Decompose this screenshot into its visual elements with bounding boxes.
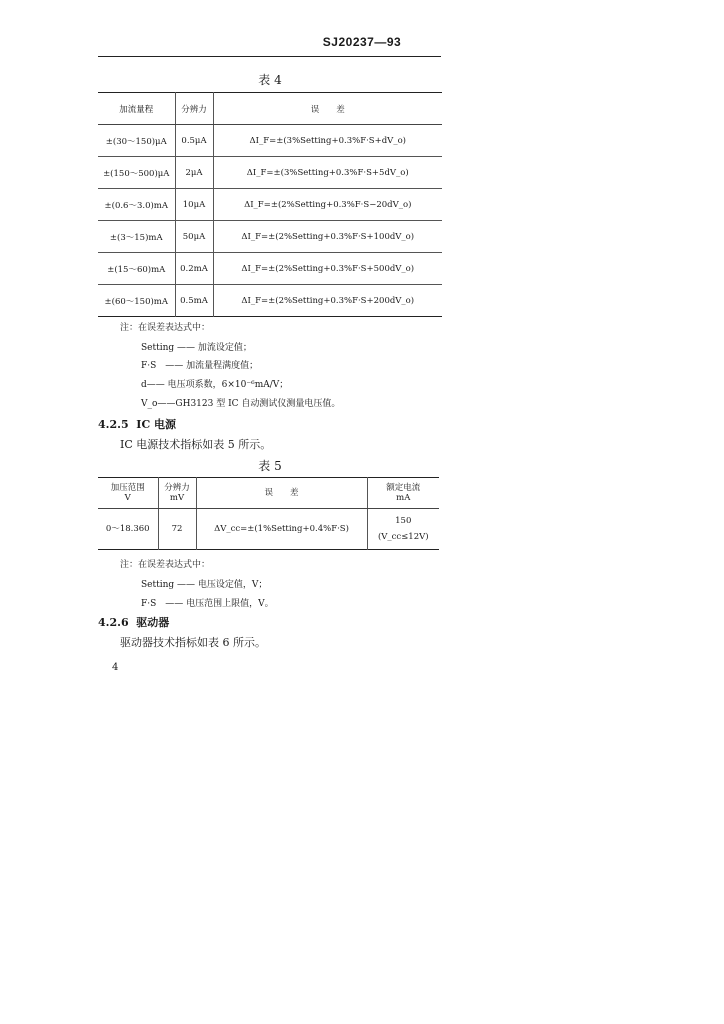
table4-cell-error: ΔI_F=±(2%Setting+0.3%F·S+100dV_o) xyxy=(213,221,442,253)
table4-cell-range: ±(15～60)mA xyxy=(98,253,175,285)
table5-current-value: 150 xyxy=(395,516,412,526)
table5-current-condition: (V_cc≤12V) xyxy=(377,532,429,542)
table4-cell-range: ±(30～150)μA xyxy=(98,125,175,157)
section-4-2-6-heading xyxy=(98,614,169,630)
table4-note-line: F·S —— 加流量程满度值； xyxy=(141,361,259,371)
table-4 xyxy=(98,92,442,317)
table5-header-unit: mV xyxy=(169,493,185,503)
table-row xyxy=(98,125,442,157)
table5-header-unit: V xyxy=(124,493,131,503)
table5-col-rated-current xyxy=(367,478,439,509)
table4-cell-error: ΔI_F=±(2%Setting+0.3%F·S+500dV_o) xyxy=(213,253,442,285)
table-5 xyxy=(98,477,439,550)
page-number: 4 xyxy=(112,662,119,673)
table4-cell-resolution: 0.5μA xyxy=(175,125,213,157)
table4-note-line: Setting —— 加流设定值； xyxy=(141,343,252,353)
table5-cell-resolution: 72 xyxy=(158,509,196,550)
table4-note-intro: 注：在误差表达式中： xyxy=(120,323,211,333)
table5-col-resolution xyxy=(158,478,196,509)
table4-col-resolution: 分辨力 xyxy=(175,93,213,125)
table5-cell-error: ΔV_cc=±(1%Setting+0.4%F·S) xyxy=(196,509,367,550)
table4-cell-range: ±(150～500)μA xyxy=(98,157,175,189)
section-number: 4.2.5 xyxy=(98,418,129,431)
table5-header-unit: mA xyxy=(396,493,411,503)
table4-note-line: d—— 电压项系数，6×10⁻⁶mA/V； xyxy=(141,380,289,390)
table-row xyxy=(98,285,442,317)
table4-cell-resolution: 0.5mA xyxy=(175,285,213,317)
table4-cell-error: ΔI_F=±(3%Setting+0.3%F·S+dV_o) xyxy=(213,125,442,157)
table5-header-text: 分辨力 xyxy=(164,483,190,493)
table-row xyxy=(98,509,439,550)
section-title: 驱动器 xyxy=(136,616,170,629)
table4-cell-error: ΔI_F=±(2%Setting+0.3%F·S+200dV_o) xyxy=(241,295,415,306)
table5-header-text: 误 差 xyxy=(264,488,299,498)
table5-note-line: Setting —— 电压设定值，V； xyxy=(141,580,268,590)
table-row xyxy=(98,157,442,189)
table4-cell-resolution: 50μA xyxy=(175,221,213,253)
table5-caption: 表 5 xyxy=(258,459,282,473)
table4-cell-range: ±(60～150)mA xyxy=(98,285,175,317)
table5-col-error xyxy=(196,478,367,509)
table5-cell-voltage-range: 0～18.360 xyxy=(98,509,158,550)
section-4-2-5-text: IC 电源技术指标如表 5 所示。 xyxy=(120,438,272,451)
table4-cell-resolution: 2μA xyxy=(175,157,213,189)
table5-header-text: 额定电流 xyxy=(386,483,421,493)
table4-note-line: V_o——GH3123 型 IC 自动测试仪测量电压值。 xyxy=(141,399,341,409)
table5-cell-rated-current xyxy=(367,509,439,550)
table4-caption: 表 4 xyxy=(258,73,282,87)
table4-col-error: 误 差 xyxy=(213,93,442,125)
section-4-2-5-heading xyxy=(98,416,176,432)
table4-col-range: 加流量程 xyxy=(98,93,175,125)
table4-cell-resolution: 10μA xyxy=(175,189,213,221)
table5-note-intro: 注：在误差表达式中： xyxy=(120,560,211,570)
table5-header-row xyxy=(98,478,439,509)
table-row xyxy=(98,221,442,253)
table-row xyxy=(98,189,442,221)
section-number: 4.2.6 xyxy=(98,616,129,629)
table4-cell-range: ±(0.6～3.0)mA xyxy=(98,189,175,221)
table4-cell-resolution: 0.2mA xyxy=(175,253,213,285)
table-row xyxy=(98,253,442,285)
table5-col-voltage-range xyxy=(98,478,158,509)
table4-cell-error: ΔI_F=±(3%Setting+0.3%F·S+5dV_o) xyxy=(213,157,442,189)
section-title: IC 电源 xyxy=(136,418,177,431)
table5-note-line: F·S —— 电压范围上限值，V。 xyxy=(141,599,274,609)
table4-cell-error: ΔI_F=±(2%Setting+0.3%F·S−20dV_o) xyxy=(213,189,442,221)
table5-header-text: 加压范围 xyxy=(110,483,145,493)
table4-cell-range: ±(3～15)mA xyxy=(98,221,175,253)
section-4-2-6-text: 驱动器技术指标如表 6 所示。 xyxy=(120,636,266,649)
document-header: SJ20237—93 xyxy=(322,35,402,49)
header-rule xyxy=(98,56,441,57)
table4-header-row xyxy=(98,93,442,125)
